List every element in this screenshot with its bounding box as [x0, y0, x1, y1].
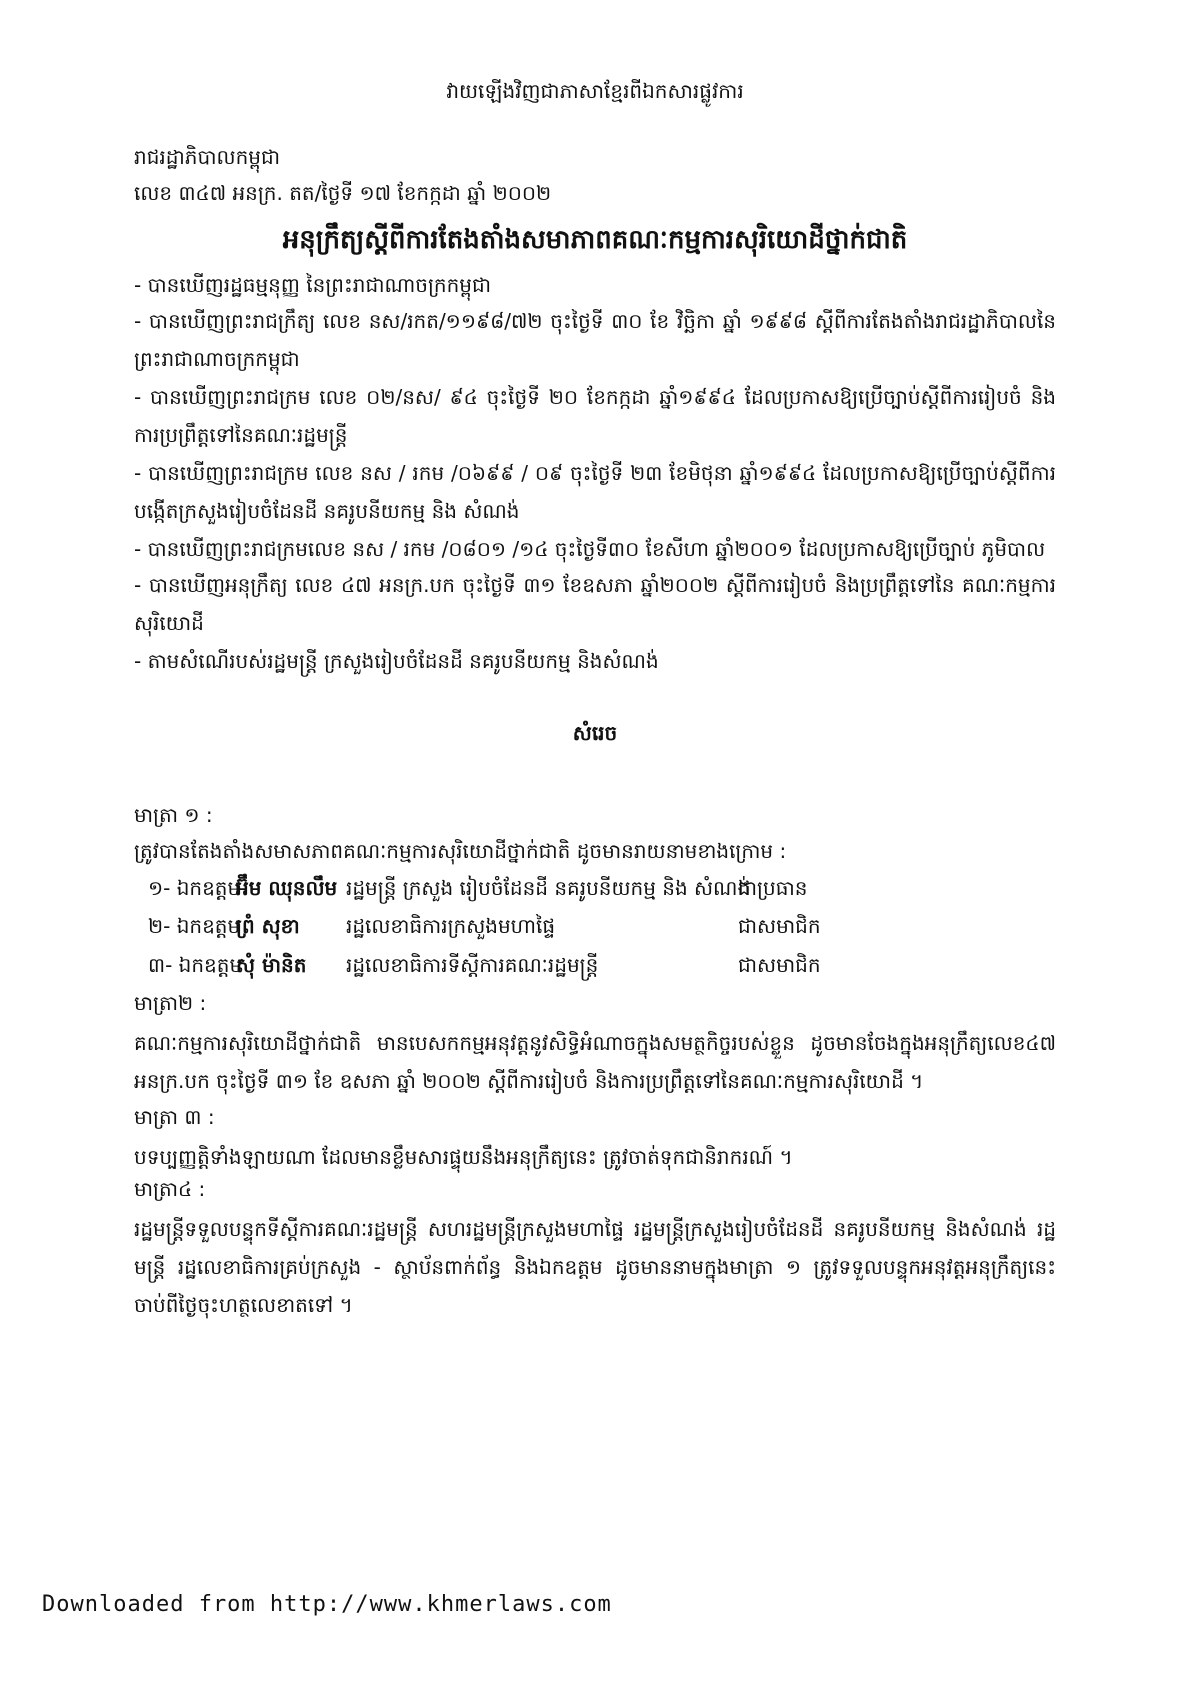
preamble-item: - បានឃើញព្រះរាជក្រមលេខ នស / រកម /០៨០១ /១៤ ចុះថ្ងៃទី៣០ ខែសីហា ឆ្នាំ២០០១ ដែលប្រកាសឱ្យប្រើច្បាប់ ភូមិបាល: [134, 537, 1046, 561]
member-number: ២- ឯកឧត្តម: [148, 914, 241, 938]
member-number: ៣- ឯកឧត្តម: [148, 953, 243, 977]
member-position: រដ្ឋលេខាធិការក្រសួងមហាផ្ទៃ: [346, 914, 556, 938]
article-text: បទប្បញ្ញត្តិទាំងឡាយណា ដែលមានខ្លឹមសារផ្ទុយនឹងអនុក្រឹត្យនេះ ត្រូវចាត់ទុកជានិរាករណ៍ ។: [134, 1145, 793, 1169]
article-text: រដ្ឋមន្ត្រីទទួលបន្ទុកទីស្តីការគណៈរដ្ឋមន្ត្រី សហរដ្ឋមន្ត្រីក្រសួងមហាផ្ទៃ រដ្ឋមន្ត្រីក្រសួងរៀបចំដែនដី នគរូបនីយកម្ម និងសំណង់ រដ្ឋមន្ត្រី រដ្ឋលេខាធិការគ្រប់ក្រសួង - ស្ថាប័នពាក់ព័ន្ធ និងឯកឧត្តម ដូចមាននាមក្នុងមាត្រា ១ ត្រូវទទួលបន្ទុកអនុវត្តអនុក្រឹត្យនេះចាប់ពីថ្ងៃចុះហត្ថលេខាតទៅ ។: [134, 1217, 1056, 1317]
member-name: សុំ ម៉ានិត: [236, 953, 307, 977]
preamble-item: - បានឃើញព្រះរាជក្រម លេខ ០២/នស/ ៩៤ ចុះថ្ងៃទី ២០ ខែកក្កដា ឆ្នាំ១៩៩៤ ដែលប្រកាសឱ្យប្រើច្បាប់ស្តីពីការរៀបចំ និង ការប្រព្រឹត្តទៅនៃគណៈរដ្ឋមន្ត្រី: [134, 385, 1056, 447]
member-name: អ៊ឹម ឈុនលឹម: [236, 876, 338, 900]
document-title: អនុក្រឹត្យស្តីពីការតែងតាំងសមាភាពគណៈកម្មការសុរិយោដីថ្នាក់ជាតិ: [282, 225, 908, 255]
article-heading: មាត្រា២ :: [134, 991, 207, 1015]
member-position: រដ្ឋមន្ត្រី ក្រសួង រៀបចំដែនដី នគរូបនីយកម្ម និង សំណង់: [346, 876, 751, 900]
member-number: ១- ឯកឧត្តម: [148, 876, 241, 900]
preamble-item: - បានឃើញអនុក្រឹត្យ លេខ ៤៧ អនក្រ.បក ចុះថ្ងៃទី ៣១ ខែឧសភា ឆ្នាំ២០០២ ស្តីពីការរៀបចំ និងប្រព្រឹត្តទៅនៃ គណៈកម្មការសុរិយោដី: [134, 573, 1056, 635]
article-heading: មាត្រា ១ :: [134, 803, 213, 827]
article-heading: មាត្រា៤ :: [134, 1177, 206, 1201]
member-position: រដ្ឋលេខាធិការទីស្តីការគណៈរដ្ឋមន្ត្រី: [346, 953, 599, 977]
preamble-item: - បានឃើញព្រះរាជក្រឹត្យ លេខ នស/រកត/១១៩៨/៧២ ចុះថ្ងៃទី ៣០ ខែ វិច្ឆិកា ឆ្នាំ ១៩៩៨ ស្តីពីការតែងតាំងរាជរដ្ឋាភិបាលនៃព្រះរាជាណាចក្រកម្ពុជា: [134, 309, 1056, 371]
member-name: ព្រំ សុខា: [236, 914, 300, 938]
member-role: ជាប្រធាន: [738, 876, 808, 900]
preamble-item: - តាមសំណើរបស់រដ្ឋមន្ត្រី ក្រសួងរៀបចំដែនដី នគរូបនីយកម្ម និងសំណង់: [134, 649, 659, 673]
preamble-item: - បានឃើញរដ្ឋធម្មនុញ្ញ នៃព្រះរាជាណាចក្រកម្ពុជា: [134, 273, 492, 297]
member-role: ជាសមាជិក: [738, 914, 821, 938]
article-intro: ត្រូវបានតែងតាំងសមាសភាពគណៈកម្មការសុរិយោដីថ្នាក់ជាតិ ដូចមានរាយនាមខាងក្រោម :: [134, 839, 787, 863]
document-reference: លេខ ៣៤៧ អនក្រ. តត/ថ្ងៃទី ១៧ ខែកក្កដា ឆ្នាំ ២០០២: [134, 181, 552, 205]
article-text: គណៈកម្មការសុរិយោដីថ្នាក់ជាតិ មានបេសកកម្មអនុវត្តនូវសិទ្ធិអំណាចក្នុងសមត្ថកិច្ចរបស់ខ្លួន ដូចមានចែងក្នុងអនុក្រឹត្យលេខ៤៧ អនក្រ.បក ចុះថ្ងៃទី ៣១ ខែ ឧសភា ឆ្នាំ ២០០២ ស្តីពីការរៀបចំ និងការប្រព្រឹត្តទៅនៃគណៈកម្មការសុរិយោដី ។: [134, 1031, 1056, 1093]
decision-heading: សំរេច: [572, 721, 618, 745]
article-heading: មាត្រា ៣ :: [134, 1105, 215, 1129]
download-footer: Downloaded from http://www.khmerlaws.com: [42, 1592, 612, 1617]
preamble-item: - បានឃើញព្រះរាជក្រម លេខ នស / រកម /០៦៩៩ / ០៩ ចុះថ្ងៃទី ២៣ ខែមិថុនា ឆ្នាំ១៩៩៤ ដែលប្រកាសឱ្យប្រើច្បាប់ស្តីពីការបង្កើតក្រសួងរៀបចំដែនដី នគរូបនីយកម្ម និង សំណង់: [134, 461, 1056, 523]
government-name: រាជរដ្ឋាភិបាលកម្ពុជា: [134, 145, 280, 169]
header-note: វាយឡើងវិញជាភាសាខ្មែរពីឯកសារផ្លូវការ: [446, 79, 744, 103]
member-role: ជាសមាជិក: [738, 953, 821, 977]
